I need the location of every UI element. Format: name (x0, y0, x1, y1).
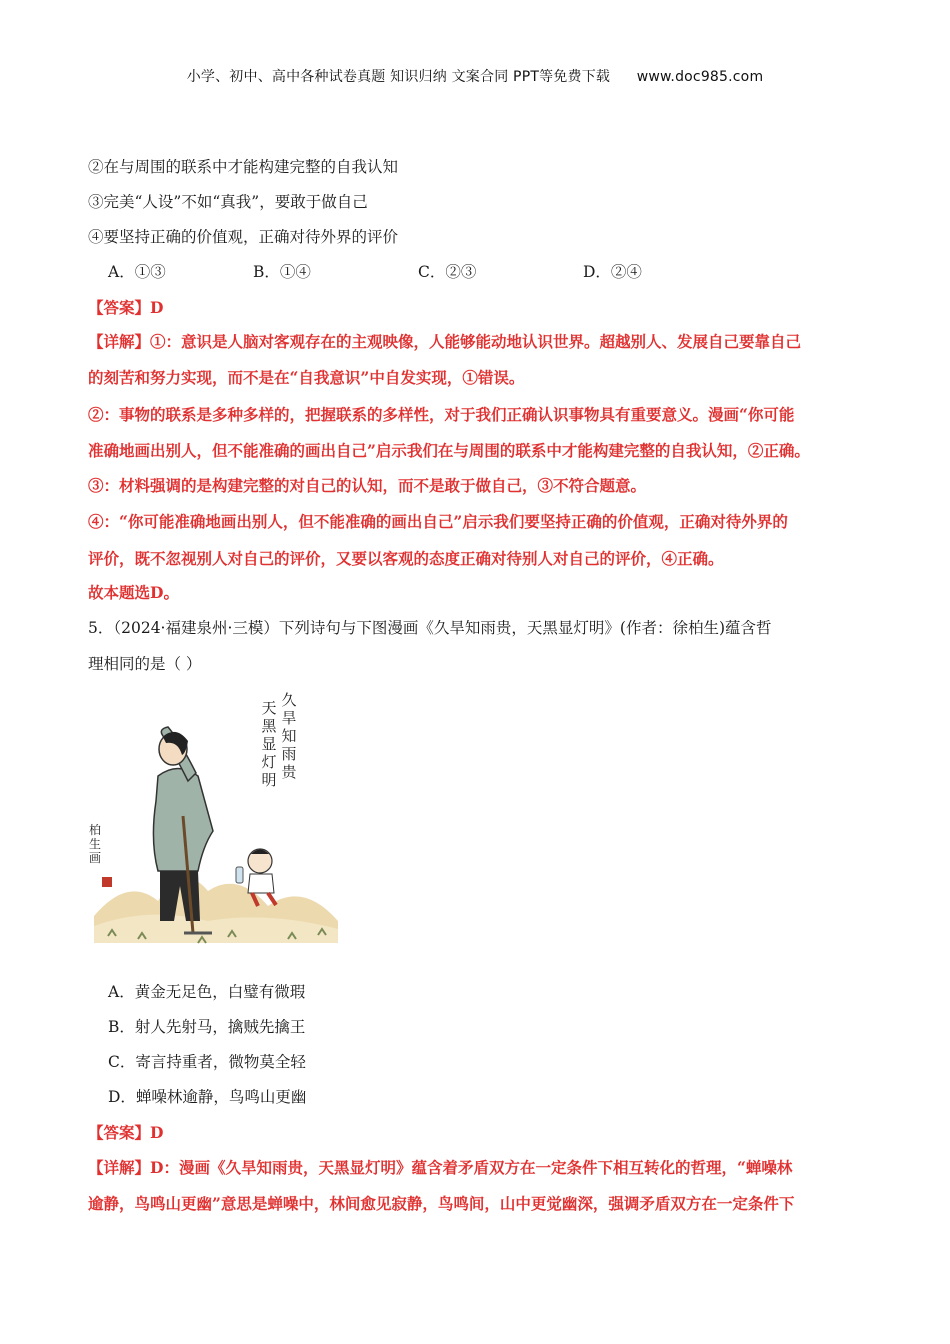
option-d: D．②④ (583, 263, 642, 281)
statement-2: ②在与周围的联系中才能构建完整的自我认知 (88, 158, 399, 176)
question-5-stem-cont: 理相同的是（ ） (88, 655, 202, 673)
option-b: B．①④ (253, 263, 311, 281)
prev-question-options (88, 255, 868, 290)
detail-line: 的刻苦和努力实现，而不是在“自我意识”中自发实现，①错误。 (88, 368, 525, 387)
question-5-detail (88, 1150, 868, 1222)
cartoon-caption-col1: 久旱知雨贵 (281, 691, 297, 781)
header-text: 小学、初中、高中各种试卷真题 知识归纳 文案合同 PPT等免费下载 (186, 69, 611, 85)
page-content (88, 150, 868, 1222)
cartoon-illustration (88, 681, 868, 961)
choice-d: D．蝉噪林逾静，鸟鸣山更幽 (108, 1088, 307, 1106)
cartoon-caption-col2: 天黑显灯明 (261, 699, 277, 789)
prev-answer: 【答案】D (88, 298, 164, 317)
detail-line: 评价，既不忽视别人对自己的评价，又要以客观的态度正确对待别人对自己的评价，④正确。 (88, 549, 724, 568)
detail-line: ④：“你可能准确地画出别人，但不能准确的画出自己”启示我们要坚持正确的价值观，正确对待外界的 (88, 512, 788, 531)
option-c: C．②③ (418, 263, 477, 281)
option-a: A．①③ (108, 263, 166, 281)
detail-line: ②：事物的联系是多种多样的，把握联系的多样性，对于我们正确认识事物具有重要意义。漫画“你可能 (88, 405, 795, 424)
header-url[interactable]: www.doc985.com (636, 69, 764, 85)
detail-line: 准确地画出别人，但不能准确的画出自己”启示我们在与周围的联系中才能构建完整的自我认知，②正确。 (88, 441, 810, 460)
detail-line: 【详解】①：意识是人脑对客观存在的主观映像，人能够能动地认识世界。超越别人、发展自己要靠自己 (88, 332, 802, 351)
choice-c: C．寄言持重者，微物莫全轻 (108, 1053, 306, 1071)
detail-line: 【详解】D：漫画《久旱知雨贵，天黑显灯明》蕴含着矛盾双方在一定条件下相互转化的哲理，“蝉噪林 (88, 1158, 793, 1177)
detail-line: ③：材料强调的是构建完整的对自己的认知，而不是敢于做自己，③不符合题意。 (88, 476, 647, 495)
cartoon-signature: 柏生画 (88, 823, 101, 865)
question-5-choices (88, 975, 868, 1115)
statement-3: ③完美“人设”不如“真我”，要敢于做自己 (88, 193, 368, 211)
prev-detail (88, 325, 868, 609)
question-5-answer: 【答案】D (88, 1123, 164, 1142)
choice-a: A．黄金无足色，白璧有微瑕 (108, 983, 306, 1001)
page-header (0, 66, 950, 86)
detail-line: 故本题选D。 (88, 583, 179, 602)
statement-4: ④要坚持正确的价值观，正确对待外界的评价 (88, 228, 399, 246)
question-5-stem: 5．（2024·福建泉州·三模）下列诗句与下图漫画《久旱知雨贵，天黑显灯明》(作者：徐柏生)蕴含哲 (88, 619, 772, 637)
choice-b: B．射人先射马，擒贼先擒王 (108, 1018, 306, 1036)
cartoon-drawing (88, 681, 348, 961)
detail-line: 逾静，鸟鸣山更幽”意思是蝉噪中，林间愈见寂静，鸟鸣间，山中更觉幽深，强调矛盾双方在一定条件下 (88, 1194, 795, 1213)
prev-question-statements (88, 150, 868, 255)
